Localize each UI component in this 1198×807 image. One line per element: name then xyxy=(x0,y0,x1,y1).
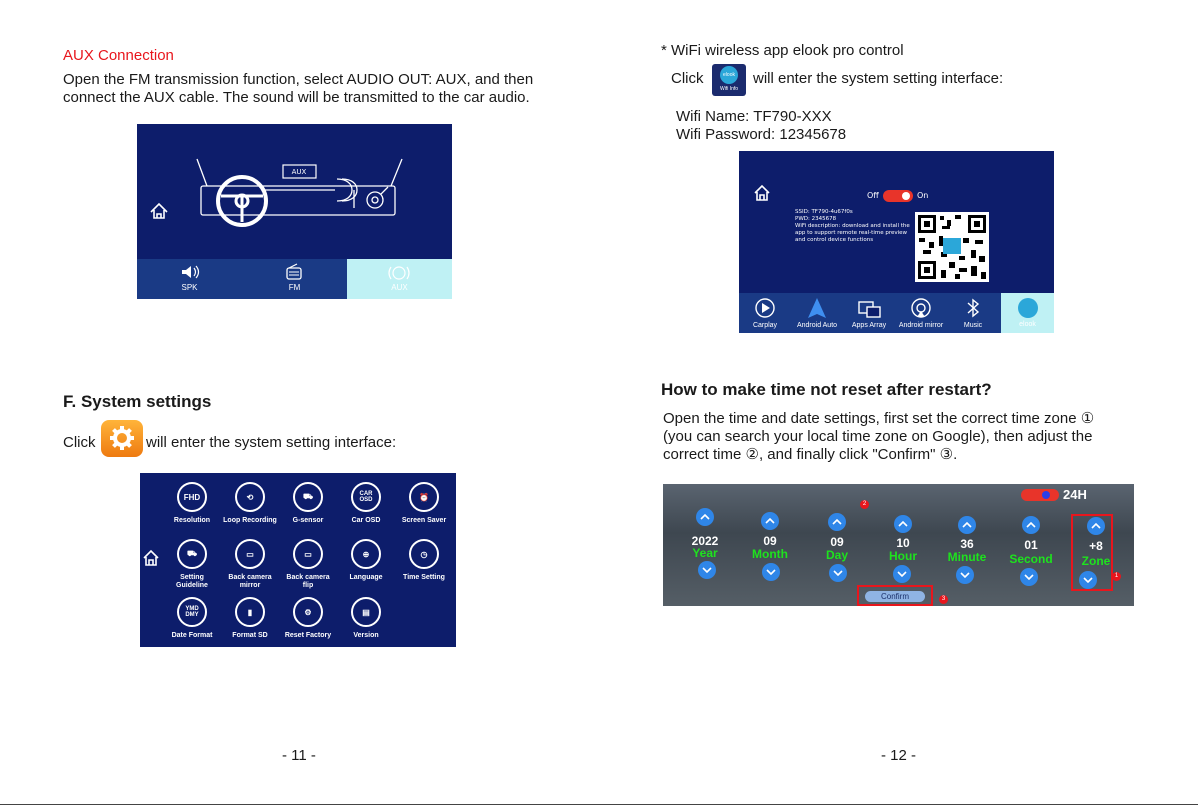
setting-time[interactable] xyxy=(389,539,456,582)
tab-aux-label: AUX xyxy=(391,283,408,292)
wifi-screenshot xyxy=(739,151,1054,333)
ssid-text: SSID: TF790-4u67f0s xyxy=(795,209,853,215)
clock-icon: ◷ xyxy=(409,539,439,569)
wifi-toggle[interactable] xyxy=(883,190,913,202)
home-icon xyxy=(753,184,771,202)
setting-label: Loop Recording xyxy=(223,517,277,524)
aux-screenshot xyxy=(137,124,452,299)
globe-icon: ⊕ xyxy=(351,539,381,569)
aux-section-title: AUX Connection xyxy=(63,47,174,64)
hour-up-button[interactable] xyxy=(894,515,912,533)
setting-label: Back camera mirror xyxy=(228,574,272,589)
tab-fm-label: FM xyxy=(288,283,301,292)
fhd-icon: FHD xyxy=(177,482,207,512)
car-guideline-icon: ⛟ xyxy=(177,539,207,569)
time-section-title: How to make time not reset after restart? xyxy=(661,380,992,399)
aux-instructions: Open the FM transmission function, select AUDIO OUT: AUX, and then connect the AUX cable. The sound will be transmitted to the car audio. xyxy=(63,71,534,106)
bluetooth-icon xyxy=(947,297,999,319)
sys-click-word: Click xyxy=(63,434,96,451)
wifi-description: WiFi description: download and install the app to support remote real-time preview and control device functions xyxy=(795,223,910,243)
tab-aux-active[interactable] xyxy=(347,259,452,299)
elook-logo-icon xyxy=(1018,298,1038,318)
wifi-bottom-bar xyxy=(739,293,1054,333)
toggle-knob xyxy=(902,192,910,200)
wifi-icon-label: Wifi Info xyxy=(719,86,739,92)
tab-fm[interactable] xyxy=(242,259,347,299)
pwd-text: PWD: 2345678 xyxy=(795,216,837,222)
camera-mirror-icon: ▭ xyxy=(235,539,265,569)
zone-label: Zone xyxy=(1081,554,1111,568)
wifi-details xyxy=(795,209,913,244)
alarm-clock-icon: ⏰ xyxy=(409,482,439,512)
time-settings-photo xyxy=(663,484,1134,606)
marker-3: 3 xyxy=(939,595,948,604)
setting-label: Language xyxy=(349,574,383,581)
setting-label: Screen Saver xyxy=(401,517,447,524)
setting-label: Setting Guideline xyxy=(176,574,208,589)
year-label: Year xyxy=(692,546,718,560)
cast-icon xyxy=(895,297,947,319)
setting-label: Car OSD xyxy=(351,517,381,524)
hour-label: Hour xyxy=(889,549,917,563)
setting-label: Date Format xyxy=(171,632,213,639)
wifi-info-app-icon xyxy=(712,64,746,96)
setting-label: G-sensor xyxy=(292,517,324,524)
year-down-button[interactable] xyxy=(698,561,716,579)
setting-label: Format SD xyxy=(232,632,268,639)
tab-android-mirror-label: Android mirror xyxy=(898,322,944,329)
tab-spk[interactable] xyxy=(137,259,242,299)
day-up-button[interactable] xyxy=(828,513,846,531)
setting-label: Time Setting xyxy=(403,574,445,581)
aux-jack-label: AUX xyxy=(291,168,307,176)
month-up-button[interactable] xyxy=(761,512,779,530)
hour-down-button[interactable] xyxy=(893,565,911,583)
minute-up-button[interactable] xyxy=(958,516,976,534)
month-label: Month xyxy=(752,547,788,561)
minute-label: Minute xyxy=(947,550,987,564)
settings-app-icon xyxy=(101,420,143,457)
second-label: Second xyxy=(1009,552,1053,566)
radio-icon xyxy=(242,259,347,285)
g-sensor-icon: ⛟ xyxy=(293,482,323,512)
document-icon: ▤ xyxy=(351,597,381,627)
tab-android-auto[interactable] xyxy=(791,297,843,329)
tab-music-label: Music xyxy=(963,322,983,329)
minute-value: 36 xyxy=(960,537,974,551)
setting-label: Resolution xyxy=(173,517,211,524)
gear-icon xyxy=(101,420,143,457)
tab-elook-active[interactable] xyxy=(1001,293,1054,333)
reset-gears-icon: ⚙ xyxy=(293,597,323,627)
24h-label: 24H xyxy=(1063,487,1087,502)
year-value: 2022 xyxy=(691,534,719,548)
setting-screen-saver[interactable] xyxy=(389,482,456,525)
sd-card-icon: ▮ xyxy=(235,597,265,627)
wifi-click-text: will enter the system setting interface: xyxy=(753,70,1004,87)
confirm-button[interactable]: Confirm xyxy=(865,591,925,602)
android-auto-icon xyxy=(791,297,843,319)
month-down-button[interactable] xyxy=(762,563,780,581)
time-instructions: Open the time and date settings, first set the correct time zone ① (you can search your local time zone on Google), then adjust the correct time ②, and finally click "Confirm" ③. xyxy=(663,410,1095,463)
speaker-icon xyxy=(137,259,242,285)
tab-apps-array[interactable] xyxy=(843,297,895,329)
setting-label: Reset Factory xyxy=(284,632,332,639)
wifi-name: Wifi Name: TF790-XXX xyxy=(676,108,832,125)
tab-spk-label: SPK xyxy=(181,283,198,292)
year-up-button[interactable] xyxy=(696,508,714,526)
audio-out-tabs xyxy=(137,259,452,299)
screens-icon xyxy=(843,297,895,319)
setting-label: Back camera flip xyxy=(286,574,330,589)
second-value: 01 xyxy=(1024,538,1038,552)
setting-version[interactable] xyxy=(331,597,401,640)
marker-1: 1 xyxy=(1112,572,1121,581)
page-number-right: - 12 - xyxy=(881,747,917,764)
aux-icon xyxy=(347,259,452,285)
24h-toggle[interactable] xyxy=(1021,489,1059,501)
day-value: 09 xyxy=(830,535,844,549)
hour-value: 10 xyxy=(896,536,910,550)
tab-apps-array-label: Apps Array xyxy=(851,322,887,329)
zone-value: +8 xyxy=(1089,539,1103,553)
zone-highlight-box xyxy=(1071,514,1113,591)
camera-flip-icon: ▭ xyxy=(293,539,323,569)
wifi-password: Wifi Password: 12345678 xyxy=(676,126,847,143)
play-icon xyxy=(739,297,791,319)
day-down-button[interactable] xyxy=(829,564,847,582)
wifi-off-label: Off xyxy=(867,191,879,200)
tab-music[interactable] xyxy=(947,297,999,329)
loop-icon: ⟲ xyxy=(235,482,265,512)
qr-logo xyxy=(943,238,961,254)
second-down-button[interactable] xyxy=(1020,568,1038,586)
car-osd-icon: CAR OSD xyxy=(351,482,381,512)
sys-click-text: will enter the system setting interface: xyxy=(146,434,397,451)
month-value: 09 xyxy=(763,534,777,548)
setting-label: Version xyxy=(353,632,379,639)
bottom-rule xyxy=(0,804,1198,805)
wifi-section-title: * WiFi wireless app elook pro control xyxy=(661,42,904,59)
page-number-left: - 11 - xyxy=(282,747,316,764)
tab-android-mirror[interactable] xyxy=(895,297,947,329)
qr-code xyxy=(915,212,989,282)
tab-carplay[interactable] xyxy=(739,297,791,329)
day-label: Day xyxy=(825,548,848,562)
minute-down-button[interactable] xyxy=(956,566,974,584)
toggle-knob xyxy=(1042,491,1050,499)
tab-elook-label: elook xyxy=(1019,321,1036,328)
tab-android-auto-label: Android Auto xyxy=(796,322,838,329)
date-format-icon: YMD DMY xyxy=(177,597,207,627)
tab-carplay-label: Carplay xyxy=(752,322,778,329)
home-icon xyxy=(151,204,167,218)
wifi-on-label: On xyxy=(917,191,929,200)
marker-2: 2 xyxy=(860,500,869,509)
system-settings-screenshot xyxy=(140,473,456,647)
system-settings-title: F. System settings xyxy=(63,392,212,411)
wifi-click-word: Click xyxy=(671,70,704,87)
second-up-button[interactable] xyxy=(1022,516,1040,534)
elook-logo-icon: elook xyxy=(720,66,738,84)
